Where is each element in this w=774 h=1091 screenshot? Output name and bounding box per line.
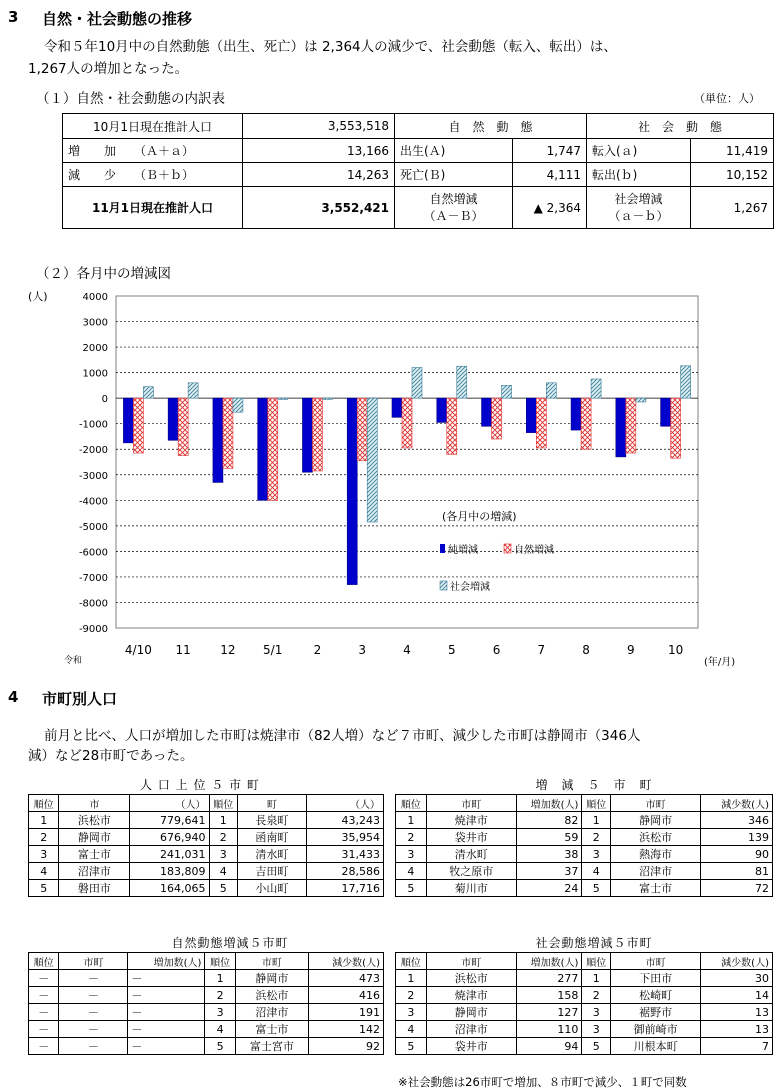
x-tick-label: 11 <box>175 643 191 657</box>
table-cell: 3 <box>582 1004 611 1021</box>
table-cell: 676,940 <box>130 829 209 846</box>
table-cell: 2 <box>396 829 427 846</box>
table-cell: － <box>128 1038 205 1055</box>
table-cell: 下田市 <box>611 970 701 987</box>
y-tick-label: 4000 <box>82 292 108 303</box>
table-cell: 43,243 <box>306 812 383 829</box>
table-cell: － <box>128 1004 205 1021</box>
table-cell: 浜松市 <box>235 987 308 1004</box>
y-tick-label: -6000 <box>78 547 108 559</box>
table-header-row <box>29 953 384 970</box>
table-cell: 1 <box>209 812 237 829</box>
table-cell: 2 <box>396 987 427 1004</box>
subsection1-title: （１）自然・社会動態の内訳表 <box>36 91 225 107</box>
social-change-label: 社会増減 <box>614 191 663 206</box>
table-row <box>396 812 773 829</box>
social-change-formula: （ａ－ｂ） <box>608 208 669 223</box>
caption-change5: 増 減 ５ 市 町 <box>535 778 653 792</box>
bar-social <box>188 383 198 398</box>
table-cell: 158 <box>516 987 582 1004</box>
table-cell: 35,954 <box>306 829 383 846</box>
column-header: 順位 <box>29 953 59 970</box>
table-cell: 4 <box>29 863 59 880</box>
table-cell: 5 <box>209 880 237 897</box>
y-tick-label: -8000 <box>78 598 108 610</box>
table-cell: 24 <box>516 880 582 897</box>
social5-table <box>395 952 773 1055</box>
x-tick-label: 3 <box>358 643 367 657</box>
table-cell: 死亡(Ｂ) <box>395 163 513 187</box>
y-tick-label: -3000 <box>78 470 108 482</box>
table-cell: 1,267 <box>691 187 774 229</box>
table-cell: － <box>29 1004 59 1021</box>
y-tick-label: -5000 <box>78 521 108 533</box>
table-cell: － <box>29 1021 59 1038</box>
table-cell: 1,747 <box>513 139 587 163</box>
table-cell: 17,716 <box>306 880 383 897</box>
bar-social <box>143 387 153 398</box>
bar-natural <box>492 398 502 439</box>
column-header: 減少数(人) <box>701 953 773 970</box>
bar-social <box>546 383 556 398</box>
table-row <box>396 1038 773 1055</box>
table-row <box>396 970 773 987</box>
bar-net <box>526 398 536 432</box>
table-cell: 長泉町 <box>237 812 306 829</box>
x-tick-label: 4/10 <box>124 643 152 657</box>
table-row <box>29 880 384 897</box>
subsection2-title: （２）各月中の増減図 <box>36 266 171 282</box>
table-cell: 袋井市 <box>426 829 516 846</box>
table-cell: 110 <box>516 1021 582 1038</box>
bar-natural <box>312 398 322 471</box>
table-cell: － <box>29 970 59 987</box>
table-row <box>29 987 384 1004</box>
table-cell: 241,031 <box>130 846 209 863</box>
table-cell: 4 <box>396 863 427 880</box>
table-cell: 菊川市 <box>426 880 516 897</box>
bar-natural <box>223 398 233 468</box>
table-cell: 7 <box>701 1038 773 1055</box>
y-tick-label: 0 <box>101 394 108 406</box>
column-header: 市町 <box>59 953 128 970</box>
column-header: 市町 <box>235 953 308 970</box>
table-cell: 静岡市 <box>611 812 701 829</box>
table-cell: 牧之原市 <box>426 863 516 880</box>
column-header: 順位 <box>396 953 427 970</box>
y-tick-label: -7000 <box>78 572 108 584</box>
table-row <box>396 846 773 863</box>
bar-social <box>681 366 691 398</box>
bar-net <box>258 398 268 500</box>
table-cell: 御前崎市 <box>611 1021 701 1038</box>
table-cell: － <box>59 1021 128 1038</box>
table-row <box>396 863 773 880</box>
table-cell: 277 <box>516 970 582 987</box>
table-cell: － <box>59 970 128 987</box>
table-cell: 沼津市 <box>426 1021 516 1038</box>
bar-natural <box>178 398 188 455</box>
table-cell: 裾野市 <box>611 1004 701 1021</box>
table-row <box>29 970 384 987</box>
table-cell: 静岡市 <box>59 829 130 846</box>
natural5-table <box>28 952 384 1055</box>
table-row <box>396 829 773 846</box>
table-cell: 13,166 <box>243 139 395 163</box>
table-cell: 13 <box>701 1021 773 1038</box>
table-cell: 164,065 <box>130 880 209 897</box>
table-cell: 富士宮市 <box>235 1038 308 1055</box>
table-cell: 川根本町 <box>611 1038 701 1055</box>
table-header-row <box>396 953 773 970</box>
column-header: 市町 <box>426 953 516 970</box>
table-cell: 10月1日現在推計人口 <box>63 114 243 139</box>
bar-net <box>437 398 447 422</box>
y-tick-label: 1000 <box>82 368 108 380</box>
table-cell: － <box>128 987 205 1004</box>
column-header: 減少数(人) <box>701 795 773 812</box>
table-cell: 熱海市 <box>611 846 701 863</box>
table-cell: 59 <box>516 829 582 846</box>
bar-net <box>482 398 492 426</box>
era-label: 令和 <box>64 656 83 666</box>
legend-label-social: 社会増減 <box>450 582 490 593</box>
section3-paragraph-line2: 1,267人の増加となった。 <box>28 61 189 77</box>
bar-social <box>278 398 288 399</box>
table-cell: 3 <box>209 846 237 863</box>
table-cell <box>395 187 513 229</box>
table-cell: 沼津市 <box>59 863 130 880</box>
section4-paragraph-line1: 前月と比べ、人口が増加した市町は焼津市（82人増）など７市町、減少した市町は静岡市（346人 <box>44 728 641 744</box>
table-header-row <box>29 795 384 812</box>
x-tick-label: 12 <box>220 643 236 657</box>
column-header: 順位 <box>205 953 235 970</box>
table-cell: 出生(Ａ) <box>395 139 513 163</box>
bar-net <box>392 398 402 417</box>
table-cell: 転出(ｂ) <box>587 163 691 187</box>
table-cell: 3,553,518 <box>243 114 395 139</box>
bar-social <box>457 366 467 398</box>
table-cell: 吉田町 <box>237 863 306 880</box>
x-tick-label: 2 <box>313 643 322 657</box>
y-tick-label: 2000 <box>82 343 108 355</box>
table-cell: 14,263 <box>243 163 395 187</box>
section3-paragraph-line1: 令和５年10月中の自然動態（出生、死亡）は 2,364人の減少で、社会動態（転入、転出）は、 <box>44 39 617 55</box>
table-cell: 4 <box>205 1021 235 1038</box>
table-row <box>29 846 384 863</box>
column-header: 増加数(人) <box>516 795 582 812</box>
table-cell: 2 <box>209 829 237 846</box>
bar-social <box>367 398 377 522</box>
y-tick-label: -4000 <box>78 496 108 508</box>
column-header: 町 <box>237 795 306 812</box>
table-cell: 3 <box>582 846 611 863</box>
bar-social <box>502 385 512 398</box>
table-cell: 4 <box>396 1021 427 1038</box>
table-cell: 2 <box>582 829 611 846</box>
bar-natural <box>133 398 143 453</box>
table-row <box>29 1004 384 1021</box>
table-cell: 13 <box>701 1004 773 1021</box>
table-row <box>63 187 774 229</box>
bar-net <box>213 398 223 482</box>
bar-net <box>616 398 626 457</box>
table-cell: 浜松市 <box>426 970 516 987</box>
column-header: 市 <box>59 795 130 812</box>
x-tick-label: 9 <box>627 643 635 657</box>
table-row <box>396 1021 773 1038</box>
table-cell: 473 <box>308 970 383 987</box>
column-header: （人） <box>306 795 383 812</box>
section4-paragraph-line2: 減）など28市町であった。 <box>28 748 194 764</box>
table-cell: 94 <box>516 1038 582 1055</box>
table-row <box>396 1004 773 1021</box>
table-cell: 37 <box>516 863 582 880</box>
table-cell: 31,433 <box>306 846 383 863</box>
footnote: ※社会動態は26市町で増加、８市町で減少、１町で同数 <box>398 1075 687 1089</box>
table-cell: 5 <box>29 880 59 897</box>
bar-natural <box>268 398 278 500</box>
y-tick-label: -2000 <box>78 445 108 457</box>
table-cell: 静岡市 <box>426 1004 516 1021</box>
column-header: 順位 <box>582 953 611 970</box>
table-cell: 5 <box>205 1038 235 1055</box>
table-cell: 富士市 <box>59 846 130 863</box>
table-cell: 10,152 <box>691 163 774 187</box>
table-cell: 富士市 <box>611 880 701 897</box>
bar-social <box>412 368 422 399</box>
table-cell: 3 <box>396 1004 427 1021</box>
bar-net <box>571 398 581 430</box>
column-header: 順位 <box>396 795 427 812</box>
table-cell: 3 <box>29 846 59 863</box>
caption-social5: 社会動態増減５市町 <box>535 936 653 950</box>
table-cell: 焼津市 <box>426 812 516 829</box>
table-cell: 183,809 <box>130 863 209 880</box>
table-cell: 416 <box>308 987 383 1004</box>
table-cell: － <box>59 1038 128 1055</box>
bar-natural <box>581 398 591 449</box>
table-cell: 1 <box>582 812 611 829</box>
x-tick-label: 6 <box>492 643 501 657</box>
table-cell: 松崎町 <box>611 987 701 1004</box>
bar-net <box>302 398 312 472</box>
bar-natural <box>357 398 367 461</box>
table-cell: 4 <box>209 863 237 880</box>
section3-number: 3 <box>8 8 19 26</box>
table-cell: 清水町 <box>237 846 306 863</box>
bar-net <box>347 398 357 584</box>
table-row <box>63 163 774 187</box>
table-cell: 2 <box>29 829 59 846</box>
change5-table <box>395 794 773 897</box>
section4-title: 市町別人口 <box>42 690 118 708</box>
column-header: 減少数(人) <box>308 953 383 970</box>
column-header: 順位 <box>582 795 611 812</box>
x-tick-label: 7 <box>537 643 546 657</box>
table-cell: 81 <box>701 863 773 880</box>
section4-number: 4 <box>8 688 19 706</box>
bar-net <box>168 398 178 440</box>
column-header: 市町 <box>426 795 516 812</box>
table-cell: 38 <box>516 846 582 863</box>
bar-natural <box>402 398 412 448</box>
table-cell: － <box>128 1021 205 1038</box>
table-cell: 92 <box>308 1038 383 1055</box>
table-cell: － <box>29 1038 59 1055</box>
caption-natural5: 自然動態増減５市町 <box>171 936 289 950</box>
table-cell: 沼津市 <box>611 863 701 880</box>
table-row <box>29 829 384 846</box>
table-cell: 5 <box>396 1038 427 1055</box>
table-cell: 4 <box>582 863 611 880</box>
table-cell: 127 <box>516 1004 582 1021</box>
bar-natural <box>626 398 636 453</box>
natural-change-formula: （Ａ－Ｂ） <box>423 208 484 223</box>
bar-natural <box>671 398 681 458</box>
table-row <box>396 987 773 1004</box>
column-header: （人） <box>130 795 209 812</box>
table-cell: 28,586 <box>306 863 383 880</box>
table-cell: － <box>59 1004 128 1021</box>
table-cell: 11,419 <box>691 139 774 163</box>
table-cell: 社 会 動 態 <box>587 114 774 139</box>
table-cell: 90 <box>701 846 773 863</box>
table-cell: 磐田市 <box>59 880 130 897</box>
table-cell: 増 加 （Ａ＋ａ） <box>63 139 243 163</box>
column-header: 増加数(人) <box>516 953 582 970</box>
table-row <box>29 863 384 880</box>
table-cell: 沼津市 <box>235 1004 308 1021</box>
y-tick-label: -1000 <box>78 419 108 431</box>
table-header-row <box>396 795 773 812</box>
y-axis-unit: (人) <box>28 290 48 303</box>
legend-label-natural: 自然増減 <box>514 545 554 556</box>
table-row <box>29 1021 384 1038</box>
breakdown-table <box>62 113 774 229</box>
legend-swatch-social <box>440 581 447 590</box>
table-row <box>396 880 773 897</box>
table-cell: 1 <box>396 812 427 829</box>
bar-social <box>233 398 243 412</box>
column-header: 順位 <box>209 795 237 812</box>
column-header: 増加数(人) <box>128 953 205 970</box>
table-cell: 静岡市 <box>235 970 308 987</box>
table-cell: 82 <box>516 812 582 829</box>
table-cell: 袋井市 <box>426 1038 516 1055</box>
table-cell: 函南町 <box>237 829 306 846</box>
bar-social <box>322 398 332 399</box>
table-cell: 5 <box>396 880 427 897</box>
bar-net <box>123 398 133 443</box>
table-cell: 小山町 <box>237 880 306 897</box>
column-header: 市町 <box>611 795 701 812</box>
table-cell: 346 <box>701 812 773 829</box>
table-cell: 浜松市 <box>59 812 130 829</box>
table-cell: 5 <box>582 1038 611 1055</box>
table-cell: 72 <box>701 880 773 897</box>
table-cell: ▲ 2,364 <box>513 187 587 229</box>
legend-swatch-natural <box>504 544 511 553</box>
table-cell: 3,552,421 <box>243 187 395 229</box>
table-cell: 富士市 <box>235 1021 308 1038</box>
table-cell: 30 <box>701 970 773 987</box>
legend-swatch-net <box>440 544 445 553</box>
table-cell: 779,641 <box>130 812 209 829</box>
column-header: 市町 <box>611 953 701 970</box>
table-cell: 14 <box>701 987 773 1004</box>
x-tick-label: 5 <box>447 643 456 657</box>
table-cell: 1 <box>582 970 611 987</box>
table-cell: 142 <box>308 1021 383 1038</box>
table-cell: 1 <box>396 970 427 987</box>
section3-title: 自然・社会動態の推移 <box>42 10 193 28</box>
table-cell: 139 <box>701 829 773 846</box>
table-cell: 減 少 （Ｂ＋ｂ） <box>63 163 243 187</box>
monthly-change-chart <box>0 280 774 680</box>
table-cell: － <box>128 970 205 987</box>
table-cell: 清水町 <box>426 846 516 863</box>
table-row <box>63 114 774 139</box>
top5-population-table <box>28 794 384 897</box>
x-axis-unit: (年/月) <box>704 657 736 668</box>
table-cell: 3 <box>205 1004 235 1021</box>
plot-area <box>116 296 698 628</box>
legend-title: (各月中の増減) <box>442 510 517 523</box>
table-cell: 自 然 動 態 <box>395 114 587 139</box>
y-tick-label: 3000 <box>82 317 108 329</box>
table-cell: 焼津市 <box>426 987 516 1004</box>
x-tick-label: 4 <box>403 643 411 657</box>
x-tick-label: 10 <box>667 643 684 657</box>
column-header: 順位 <box>29 795 59 812</box>
table-cell: 191 <box>308 1004 383 1021</box>
table-cell: 2 <box>582 987 611 1004</box>
table-cell: 浜松市 <box>611 829 701 846</box>
table-cell: － <box>59 987 128 1004</box>
table-cell: 11月1日現在推計人口 <box>63 187 243 229</box>
x-tick-label: 8 <box>582 643 590 657</box>
table-row <box>63 139 774 163</box>
caption-top5: 人 口 上 位 ５ 市 町 <box>140 778 260 792</box>
table-cell: 3 <box>582 1021 611 1038</box>
table-cell <box>587 187 691 229</box>
table-cell: 5 <box>582 880 611 897</box>
table-cell: 1 <box>29 812 59 829</box>
table-row <box>29 1038 384 1055</box>
natural-change-label: 自然増減 <box>429 191 478 206</box>
bar-net <box>661 398 671 426</box>
y-tick-label: -9000 <box>78 624 108 635</box>
x-tick-label: 5/1 <box>263 643 283 657</box>
unit-label: （単位：人） <box>694 92 760 105</box>
table-cell: 転入(ａ) <box>587 139 691 163</box>
legend-label-net: 純増減 <box>448 545 478 556</box>
bar-natural <box>536 398 546 448</box>
table-cell: 4,111 <box>513 163 587 187</box>
table-row <box>29 812 384 829</box>
table-cell: 2 <box>205 987 235 1004</box>
table-cell: － <box>29 987 59 1004</box>
bar-social <box>636 398 646 402</box>
table-cell: 1 <box>205 970 235 987</box>
table-cell: 3 <box>396 846 427 863</box>
bar-social <box>591 379 601 398</box>
bar-natural <box>447 398 457 454</box>
